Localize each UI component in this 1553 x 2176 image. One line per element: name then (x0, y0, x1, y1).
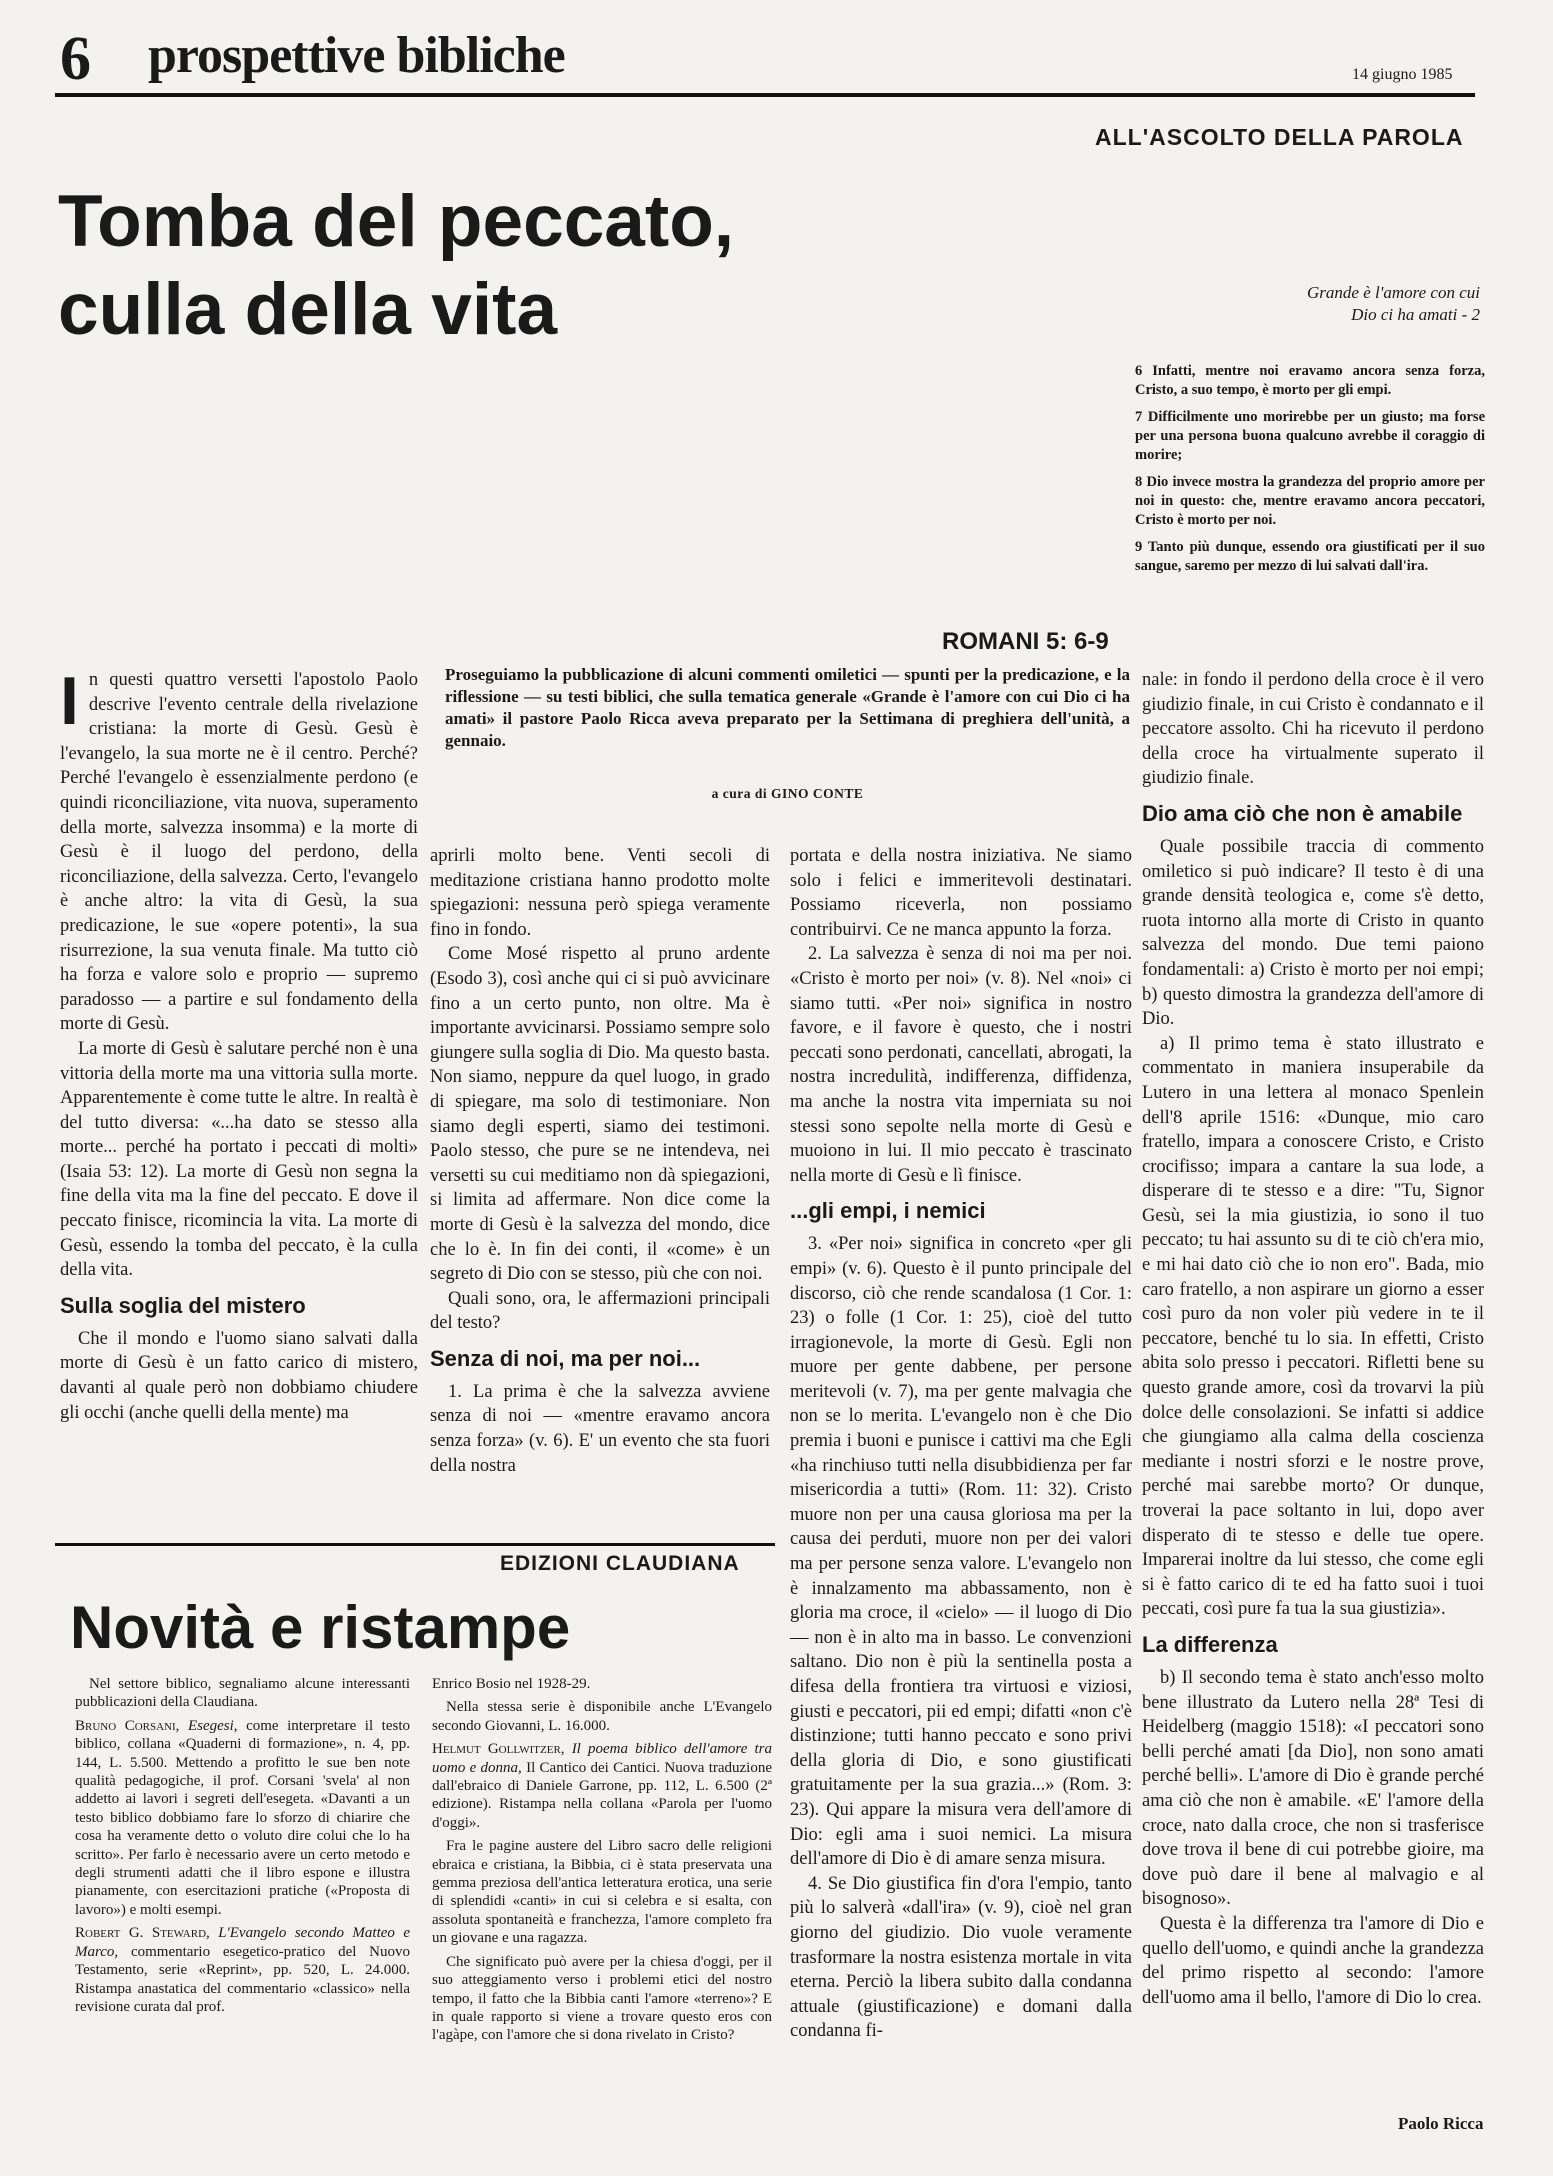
paragraph: Questa è la differenza tra l'amore di Dio e quello dell'uomo, e quindi anche la grandezza del primo rispetto al secondo: l'amore dell'uomo ama il bello, l'amore di Dio lo crea. (1142, 1913, 1484, 2008)
article-kicker: ALL'ASCOLTO DELLA PAROLA (1095, 124, 1464, 150)
verse-6: 6 Infatti, mentre noi eravamo ancora senza forza, Cristo, a suo tempo, è morto per gli empi. (1135, 363, 1485, 398)
verse-8: 8 Dio invece mostra la grandezza del proprio amore per noi in questo: che, mentre eravamo ancora peccatori, Cristo è morto per noi. (1135, 474, 1485, 528)
article-intro: Proseguiamo la pubblicazione di alcuni commenti omiletici — spunti per la predicazione, e la riflessione — su testi biblici, che sulla tematica generale «Grande è l'amore con cui Dio ci ha amati» il pastore Paolo Ricca aveva preparato per la Settimana di preghiera dell'unità, a gennaio. (445, 665, 1130, 750)
drop-cap: I (60, 663, 79, 739)
verse-title (1120, 282, 1480, 326)
paragraph: 1. La prima è che la salvezza avviene senza di noi — «mentre eravamo ancora senza forza» (v. 6). E' un evento che sta fuori della nostra (430, 1381, 770, 1476)
paragraph: nale: in fondo il perdono della croce è il vero giudizio finale, in cui Cristo è condannato e il peccatore assolto. Chi ha ricevuto il perdono della croce ha virtualmente superato il giudizio finale. (1142, 670, 1484, 789)
issue-date: 14 giugno 1985 (1352, 66, 1453, 83)
verse-reference: ROMANI 5: 6-9 (942, 628, 1109, 655)
paragraph: 3. «Per noi» significa in concreto «per gli empi» (v. 6). Questo è il punto principale del discorso, ciò che rende scandalosa (1 Cor. 1: 23) o folle (1 Cor. 1: 25), cioè del tutto irragionevole, la morte di Gesù. Egli non muore per gente dabbene, per persone meritevoli (v. 7), ma per gente malvagia che non se lo merita. L'evangelo non è che Dio premia i buoni e punisce i cattivi ma che Egli «ha rinchiuso tutti nella disubbidienza per far misericordia a tutti» (Rom. 11: 32). Cristo muore non per una causa gloriosa ma per la causa dei perduti, muore non per dei valori ma per persone senza valore. L'evangelo non è innalzamento ma abbassamento, non è gloria ma croce, il «cielo» — il luogo di Dio — non è in alto ma in basso. Le convenzioni saltano. Dio non è più la sentinella posta a difesa della frontiera tra virtuosi e viziosi, giusti e peccatori, pii ed empi; difatti «non c'è distinzione; tutti hanno peccato e sono privi della gloria di Dio, e sono giustificati gratuitamente per la sua grazia...» (Rom. 3: 23). Qui appare la misura vera dell'amore di Dio: egli ama i suoi nemici. La misura dell'amore di Dio è di amare senza misura. (790, 1234, 1132, 1870)
page-number: 6 (60, 25, 91, 93)
verse-title-line-1: Grande è l'amore con cui (1307, 283, 1480, 302)
paragraph: La morte di Gesù è salutare perché non è una vittoria della morte ma una vittoria sulla morte. Apparentemente è come tutte le altre. In realtà è del tutto diversa: «...ha dato se stesso alla morte... perché ha portato i peccati di molti» (Isaia 53: 12). La morte di Gesù non segna la fine della vita ma la fine del peccato. E dove il peccato finisce, ricomincia la vita. La morte di Gesù, essendo la tomba del peccato, è la culla della vita. (60, 1038, 418, 1281)
subheading-dio-ama: Dio ama ciò che non è amabile (1142, 800, 1463, 826)
bible-verses (1135, 362, 1485, 584)
book-title: Il poema biblico dell'amore tra uomo e donna, (432, 1741, 773, 1776)
author-signature: Paolo Ricca (1398, 2114, 1484, 2133)
book-title: L'Evangelo secondo Matteo e Marco, (75, 1925, 411, 1960)
book-description: come interpretare il testo biblico, collana «Quaderni di formazione», n. 4, pp. 144, L. 5.500. Mettendo a profitto le sue ben note qualità pedagogiche, il prof. Corsani 'svela' al non addetto ai lavori i segreti dell'esegeta. «Davanti a un testo biblico dobbiamo fare lo sforzo di chiarire che cosa ha veramente detto o voluto dire colui che lo ha scritto». Per farlo è necessario avere un certo metodo e degli strumenti adatti che il libro espone e illustra pianamente, con esercitazioni pratiche («Proposta di lavoro») e molti esempi. (75, 1717, 410, 1918)
section-title: prospettive bibliche (148, 27, 565, 84)
subheading-empi: ...gli empi, i nemici (790, 1198, 986, 1224)
claudiana-column-2 (432, 1675, 772, 2050)
paragraph: Nella stessa serie è disponibile anche L'Evangelo secondo Giovanni, L. 16.000. (432, 1699, 772, 1734)
article-column-1 (60, 663, 418, 1425)
book-entry (432, 1740, 772, 1832)
verse-title-line-2: Dio ci ha amati - 2 (1351, 305, 1480, 324)
subheading-senza-di-noi: Senza di noi, ma per noi... (430, 1345, 701, 1371)
paragraph: Come Mosé rispetto al pruno ardente (Esodo 3), così anche qui ci si può avvicinare fino a un certo punto, non oltre. Ma è importante avvicinarsi. Possiamo sempre solo giungere sulla soglia di Dio. Ma questo basta. Non siamo, neppure da quel luogo, in grado di spiegare, ma solo di testimoniare. Non siamo degli esperti, siamo dei testimoni. Paolo stesso, che pure se ne intendeva, nei versetti su cui meditiamo non dà spiegazioni, si limita ad affermare. Non dice come la morte di Gesù è la salvezza del mondo, dice che lo è. In fin dei conti, il «come» è un segreto di Dio con se stesso, più che con noi. (430, 944, 770, 1285)
paragraph-text: n questi quattro versetti l'apostolo Paolo descrive l'evento centrale della rivelazione cristiana: la morte di Gesù. Gesù è l'evangelo, la sua morte ne è il centro. Perché? Perché l'evangelo è essenzialmente perdono (e quindi riconciliazione, vita nuova, superamento della morte, salvezza insomma) e la morte di Gesù è il luogo del perdono, della riconciliazione, della salvezza. Certo, l'evangelo è anche altro: la vita di Gesù, la sua predicazione, le sue «opere potenti», la sua risurrezione, la sua venuta finale. Ma tutto ciò ha forza e valore solo e proprio — supremo paradosso — a partire e sul fondamento della morte di Gesù. (60, 670, 418, 1035)
paragraph: Quali sono, ora, le affermazioni principali del testo? (430, 1288, 770, 1334)
article-column-4 (1142, 668, 1484, 2010)
article-headline (58, 178, 818, 354)
claudiana-label: EDIZIONI CLAUDIANA (500, 1552, 740, 1575)
book-title: Esegesi, (187, 1717, 238, 1734)
book-description: Il Cantico dei Cantici. Nuova traduzione dall'ebraico di Daniele Garrone, pp. 112, L. 6.500 (2ª edizione). Ristampa nella collana «Parola per l'uomo d'oggi». (432, 1759, 772, 1831)
article-credit: a cura di GINO CONTE (711, 786, 864, 801)
book-author: Bruno Corsani, (75, 1717, 180, 1734)
book-entry (75, 1924, 410, 2016)
subheading-differenza: La differenza (1142, 1631, 1278, 1657)
paragraph: 4. Se Dio giustifica fin d'ora l'empio, tanto più lo salverà «dall'ira» (v. 9), cioè nel gran giorno del giudizio. Dio vuole veramente trasformare la nostra esistenza mortale in vita eterna. Perciò la libera subito dalla condanna attuale (giustificazione) e domani dalla condanna fi- (790, 1873, 1132, 2042)
verse-7: 7 Difficilmente uno morirebbe per un giusto; ma forse per una persona buona qualcuno avrebbe il coraggio di morire; (1135, 409, 1485, 463)
paragraph: b) Il secondo tema è stato anch'esso molto bene illustrato da Lutero nella 28ª Tesi di Heidelberg (maggio 1518): «I peccatori sono belli perché amati [da Dio], non sono amati perché belli». L'amore di Dio è grande perché ama ciò che non è amabile. «E' l'amore della croce, nato dalla croce, che non si trasferisce dove trova il bene di cui potrebbe gioire, ma dove può dare il bene al malvagio e al bisognoso». (1142, 1667, 1484, 1910)
paragraph: 2. La salvezza è senza di noi ma per noi. «Cristo è morto per noi» (v. 8). Nel «noi» ci siamo tutti. «Per noi» significa in nostro favore, e il favore è questo, che i nostri peccati sono perdonati, cancellati, abrogati, la nostra incredulità, indifferenza, diffidenza, ma anche la nostra vita imperniata su noi stessi sono sepolte nella morte di Gesù e muoiono in lui. Il mio peccato è trascinato nella morte di Gesù e lì finisce. (790, 944, 1132, 1186)
masthead-rule (55, 93, 1475, 97)
headline-line-2: culla della vita (58, 269, 558, 350)
headline-line-1: Tomba del peccato, (58, 181, 735, 262)
paragraph: Enrico Bosio nel 1928-29. (432, 1676, 591, 1692)
article-column-2 (430, 844, 770, 1478)
paragraph: Nel settore biblico, segnaliamo alcune interessanti pubblicazioni della Claudiana. (75, 1676, 410, 1711)
claudiana-title: Novità e ristampe (70, 1594, 571, 1661)
book-description: commentario esegetico-pratico del Nuovo Testamento, serie «Reprint», pp. 520, L. 24.000. Ristampa anastatica del commentario «classico» nella revisione curata dal prof. (75, 1943, 410, 2015)
book-author: Helmut Gollwitzer, (432, 1741, 565, 1758)
paragraph: a) Il primo tema è stato illustrato e commentato in maniera insuperabile da Lutero in una lettera al monaco Spenlein dell'8 aprile 1516: «Dunque, mio caro fratello, impara a conoscere Cristo, e Cristo crocifisso; impara a cantare la sua lode, a disperare di te stesso e a dire: "Tu, Signor Gesù, sei la mia giustizia, io sono il tuo peccato; tu hai assunto su di te ciò ch'era mio, e mi hai dato ciò che io non ero". Bada, mio caro fratello, a non aspirare un giorno a esser così puro da non voler più vedere in te il peccatore, benché tu lo sia. In effetti, Cristo abita solo presso i peccatori. Rifletti bene su questo grande amore, così da trovarvi la più dolce delle consolazioni. Se infatti si addice che giungiamo alla calma della coscienza mediante i nostri sforzi e le nostre prove, perché mai sarebbe morto? Or dunque, troverai la pace soltanto in lui, dopo aver disperato di te stesso e delle tue opere. Imparerai inoltre da lui stesso, che come egli si è fatto carico di te ed ha fatto suoi i tuoi peccati, così pure fa tua la sua giustizia». (1142, 1033, 1484, 1620)
article-column-3 (790, 844, 1132, 2044)
paragraph: Che il mondo e l'uomo siano salvati dalla morte di Gesù è un fatto carico di mistero, davanti al quale però non dobbiamo chiudere gli occhi (anche quelli della mente) ma (60, 1328, 418, 1423)
subheading-soglia: Sulla soglia del mistero (60, 1292, 306, 1318)
paragraph (60, 663, 418, 1037)
paragraph: aprirli molto bene. Venti secoli di meditazione cristiana hanno prodotto molte spiegazioni: nessuna però spiega veramente fino in fondo. (430, 846, 770, 940)
claudiana-column-1 (75, 1675, 410, 2021)
claudiana-rule (55, 1543, 775, 1546)
verse-9: 9 Tanto più dunque, essendo ora giustificati per il suo sangue, saremo per mezzo di lui salvati dall'ira. (1135, 539, 1485, 574)
paragraph: Quale possibile traccia di commento omiletico si può indicare? Il testo è di una grande densità teologica e, come s'è detto, ruota intorno alla morte di Cristo in quanto salvezza del mondo. Due temi paiono fondamentali: a) Cristo è morto per noi empi; b) questo dimostra la grandezza dell'amore di Dio. (1142, 836, 1484, 1030)
paragraph: Fra le pagine austere del Libro sacro delle religioni ebraica e cristiana, la Bibbia, ci è stata preservata una gemma preziosa dell'antica letteratura erotica, una serie di splendidi «canti» in cui si celebra e si esalta, con assoluta spontaneità e franchezza, l'amore completo fra un giovane e una ragazza. (432, 1838, 772, 1947)
book-entry (75, 1717, 410, 1919)
paragraph: portata e della nostra iniziativa. Ne siamo solo i felici e immeritevoli destinatari. Possiamo riceverla, non possiamo contribuirvi. Ce ne manca appunto la forza. (790, 846, 1132, 940)
book-author: Robert G. Steward, (75, 1925, 210, 1942)
paragraph: Che significato può avere per la chiesa d'oggi, per il suo atteggiamento verso i problemi etici del nostro tempo, il fatto che la Bibbia canti l'amore «terreno»? E in quale rapporto si viene a trovare questo eros con l'agàpe, con l'amore che si dona rivelato in Cristo? (432, 1953, 772, 2044)
